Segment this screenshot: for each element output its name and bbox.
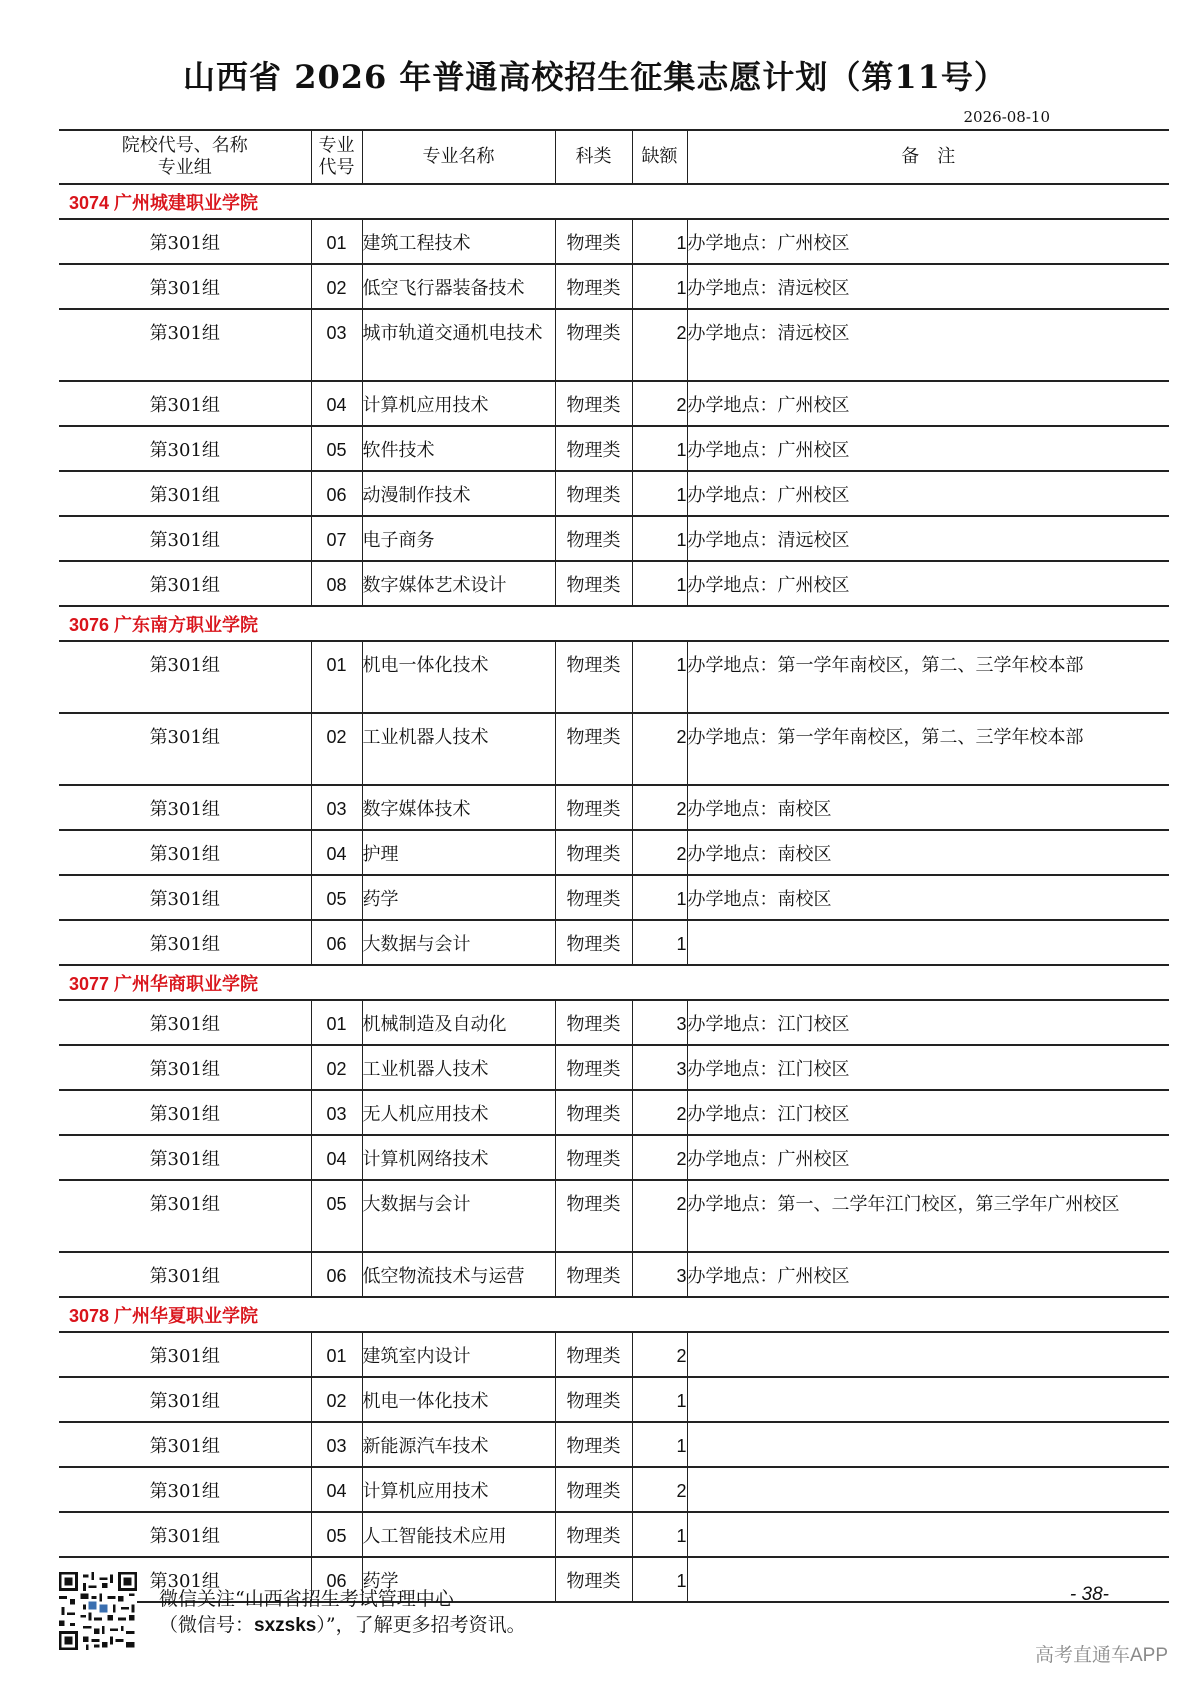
quota-cell: 1 bbox=[632, 1377, 687, 1422]
table-row bbox=[59, 471, 1169, 516]
quota-cell: 3 bbox=[632, 1252, 687, 1297]
category-cell: 物理类 bbox=[555, 1045, 632, 1090]
header-label: 院校代号、名称 专业组 bbox=[121, 135, 248, 178]
table-row bbox=[59, 1332, 1169, 1377]
major-name-cell: 数字媒体艺术设计 bbox=[362, 561, 555, 606]
note-cell: 办学地点：江门校区 bbox=[687, 1000, 1169, 1045]
major-name-cell: 大数据与会计 bbox=[362, 920, 555, 965]
major-name-cell: 无人机应用技术 bbox=[362, 1090, 555, 1135]
header-major-name: 专业名称 bbox=[362, 130, 555, 184]
major-code-cell: 01 bbox=[311, 641, 362, 713]
major-name-cell: 工业机器人技术 bbox=[362, 1045, 555, 1090]
school-heading-row bbox=[59, 965, 1169, 1000]
table-row bbox=[59, 1467, 1169, 1512]
page-number: - 38- bbox=[1069, 1584, 1109, 1605]
major-name-cell: 电子商务 bbox=[362, 516, 555, 561]
header-label: 专业 代号 bbox=[318, 135, 355, 178]
major-code-cell: 01 bbox=[311, 219, 362, 264]
note-cell bbox=[687, 920, 1169, 965]
major-name-cell: 药学 bbox=[362, 875, 555, 920]
major-name-cell: 机电一体化技术 bbox=[362, 641, 555, 713]
major-group-cell: 第301组 bbox=[59, 264, 311, 309]
school-heading: 3076 广东南方职业学院 bbox=[59, 606, 1169, 641]
major-group-cell: 第301组 bbox=[59, 1252, 311, 1297]
major-code-cell: 04 bbox=[311, 381, 362, 426]
major-group-cell: 第301组 bbox=[59, 381, 311, 426]
note-cell: 办学地点：广州校区 bbox=[687, 471, 1169, 516]
quota-cell: 2 bbox=[632, 785, 687, 830]
category-cell: 物理类 bbox=[555, 471, 632, 516]
quota-cell: 1 bbox=[632, 1512, 687, 1557]
category-cell: 物理类 bbox=[555, 1000, 632, 1045]
major-group-cell: 第301组 bbox=[59, 426, 311, 471]
note-cell: 办学地点：广州校区 bbox=[687, 426, 1169, 471]
major-name-cell: 低空飞行器装备技术 bbox=[362, 264, 555, 309]
major-code-cell: 07 bbox=[311, 516, 362, 561]
header-school bbox=[59, 130, 311, 184]
note-cell: 办学地点：南校区 bbox=[687, 875, 1169, 920]
quota-cell: 1 bbox=[632, 641, 687, 713]
category-cell: 物理类 bbox=[555, 1090, 632, 1135]
note-cell: 办学地点：第一学年南校区，第二、三学年校本部 bbox=[687, 713, 1169, 785]
category-cell: 物理类 bbox=[555, 1135, 632, 1180]
school-heading-row bbox=[59, 606, 1169, 641]
quota-cell: 2 bbox=[632, 1467, 687, 1512]
major-code-cell: 03 bbox=[311, 1422, 362, 1467]
header-quota: 缺额 bbox=[632, 130, 687, 184]
major-code-cell: 04 bbox=[311, 1135, 362, 1180]
note-cell: 办学地点：广州校区 bbox=[687, 1135, 1169, 1180]
table-row bbox=[59, 309, 1169, 381]
major-group-cell: 第301组 bbox=[59, 830, 311, 875]
major-group-cell: 第301组 bbox=[59, 875, 311, 920]
category-cell: 物理类 bbox=[555, 785, 632, 830]
category-cell: 物理类 bbox=[555, 1467, 632, 1512]
table-row bbox=[59, 1377, 1169, 1422]
header-major-code bbox=[311, 130, 362, 184]
major-group-cell: 第301组 bbox=[59, 1045, 311, 1090]
major-code-cell: 08 bbox=[311, 561, 362, 606]
major-name-cell: 低空物流技术与运营 bbox=[362, 1252, 555, 1297]
table-row bbox=[59, 785, 1169, 830]
category-cell: 物理类 bbox=[555, 641, 632, 713]
table-row bbox=[59, 1000, 1169, 1045]
quota-cell: 2 bbox=[632, 713, 687, 785]
table-row bbox=[59, 1135, 1169, 1180]
major-group-cell: 第301组 bbox=[59, 1180, 311, 1252]
major-group-cell: 第301组 bbox=[59, 561, 311, 606]
major-group-cell: 第301组 bbox=[59, 1000, 311, 1045]
category-cell: 物理类 bbox=[555, 381, 632, 426]
note-cell: 办学地点：清远校区 bbox=[687, 264, 1169, 309]
table-row bbox=[59, 219, 1169, 264]
major-group-cell: 第301组 bbox=[59, 1332, 311, 1377]
quota-cell: 1 bbox=[632, 516, 687, 561]
quota-cell: 1 bbox=[632, 920, 687, 965]
major-code-cell: 01 bbox=[311, 1000, 362, 1045]
major-code-cell: 05 bbox=[311, 1512, 362, 1557]
major-code-cell: 05 bbox=[311, 1180, 362, 1252]
table-row bbox=[59, 830, 1169, 875]
school-heading: 3074 广州城建职业学院 bbox=[59, 184, 1169, 219]
note-cell bbox=[687, 1377, 1169, 1422]
major-group-cell: 第301组 bbox=[59, 785, 311, 830]
category-cell: 物理类 bbox=[555, 1557, 632, 1602]
major-code-cell: 05 bbox=[311, 875, 362, 920]
note-cell bbox=[687, 1467, 1169, 1512]
note-cell: 办学地点：南校区 bbox=[687, 785, 1169, 830]
major-group-cell: 第301组 bbox=[59, 1467, 311, 1512]
quota-cell: 1 bbox=[632, 219, 687, 264]
quota-cell: 3 bbox=[632, 1000, 687, 1045]
note-cell bbox=[687, 1512, 1169, 1557]
quota-cell: 2 bbox=[632, 1180, 687, 1252]
quota-cell: 1 bbox=[632, 471, 687, 516]
major-group-cell: 第301组 bbox=[59, 471, 311, 516]
category-cell: 物理类 bbox=[555, 1252, 632, 1297]
major-group-cell: 第301组 bbox=[59, 713, 311, 785]
category-cell: 物理类 bbox=[555, 309, 632, 381]
major-name-cell: 数字媒体技术 bbox=[362, 785, 555, 830]
wechat-id-prefix: （微信号： bbox=[159, 1614, 255, 1636]
wechat-id: sxzsks bbox=[254, 1615, 317, 1636]
major-group-cell: 第301组 bbox=[59, 309, 311, 381]
table-row bbox=[59, 1512, 1169, 1557]
major-group-cell: 第301组 bbox=[59, 1557, 311, 1602]
major-name-cell: 动漫制作技术 bbox=[362, 471, 555, 516]
major-code-cell: 06 bbox=[311, 1252, 362, 1297]
major-name-cell: 建筑室内设计 bbox=[362, 1332, 555, 1377]
school-heading: 3078 广州华夏职业学院 bbox=[59, 1297, 1169, 1332]
note-cell: 办学地点：第一、二学年江门校区，第三学年广州校区 bbox=[687, 1180, 1169, 1252]
major-group-cell: 第301组 bbox=[59, 1512, 311, 1557]
quota-cell: 2 bbox=[632, 1090, 687, 1135]
note-cell: 办学地点：广州校区 bbox=[687, 219, 1169, 264]
note-cell: 办学地点：第一学年南校区，第二、三学年校本部 bbox=[687, 641, 1169, 713]
note-cell: 办学地点：清远校区 bbox=[687, 309, 1169, 381]
table-row bbox=[59, 381, 1169, 426]
major-code-cell: 03 bbox=[311, 309, 362, 381]
category-cell: 物理类 bbox=[555, 516, 632, 561]
major-name-cell: 护理 bbox=[362, 830, 555, 875]
major-name-cell: 机械制造及自动化 bbox=[362, 1000, 555, 1045]
category-cell: 物理类 bbox=[555, 1377, 632, 1422]
school-heading: 3077 广州华商职业学院 bbox=[59, 965, 1169, 1000]
major-group-cell: 第301组 bbox=[59, 1090, 311, 1135]
note-cell: 办学地点：广州校区 bbox=[687, 1252, 1169, 1297]
table-header-row bbox=[59, 130, 1169, 184]
quota-cell: 2 bbox=[632, 1332, 687, 1377]
major-code-cell: 01 bbox=[311, 1332, 362, 1377]
table-row bbox=[59, 641, 1169, 713]
table-row bbox=[59, 561, 1169, 606]
major-name-cell: 计算机应用技术 bbox=[362, 381, 555, 426]
wechat-follow-line: 微信关注“山西省招生考试管理中心 bbox=[159, 1588, 454, 1610]
major-code-cell: 06 bbox=[311, 1557, 362, 1602]
school-heading-row bbox=[59, 184, 1169, 219]
major-name-cell: 计算机网络技术 bbox=[362, 1135, 555, 1180]
table-row bbox=[59, 920, 1169, 965]
wechat-id-suffix: ）”，了解更多招考资讯。 bbox=[316, 1614, 526, 1636]
quota-cell: 2 bbox=[632, 381, 687, 426]
quota-cell: 2 bbox=[632, 1135, 687, 1180]
note-cell: 办学地点：南校区 bbox=[687, 830, 1169, 875]
school-heading-row bbox=[59, 1297, 1169, 1332]
major-name-cell: 药学 bbox=[362, 1557, 555, 1602]
table-row bbox=[59, 875, 1169, 920]
note-cell bbox=[687, 1422, 1169, 1467]
category-cell: 物理类 bbox=[555, 1512, 632, 1557]
category-cell: 物理类 bbox=[555, 264, 632, 309]
table-row bbox=[59, 1252, 1169, 1297]
quota-cell: 1 bbox=[632, 426, 687, 471]
major-name-cell: 软件技术 bbox=[362, 426, 555, 471]
footer bbox=[59, 1572, 1169, 1652]
major-code-cell: 02 bbox=[311, 264, 362, 309]
qr-code-icon bbox=[59, 1572, 137, 1650]
header-category: 科类 bbox=[555, 130, 632, 184]
major-name-cell: 计算机应用技术 bbox=[362, 1467, 555, 1512]
quota-cell: 1 bbox=[632, 264, 687, 309]
quota-cell: 2 bbox=[632, 830, 687, 875]
category-cell: 物理类 bbox=[555, 1180, 632, 1252]
major-group-cell: 第301组 bbox=[59, 516, 311, 561]
table-row bbox=[59, 1090, 1169, 1135]
major-name-cell: 人工智能技术应用 bbox=[362, 1512, 555, 1557]
quota-cell: 1 bbox=[632, 561, 687, 606]
major-name-cell: 工业机器人技术 bbox=[362, 713, 555, 785]
note-cell: 办学地点：江门校区 bbox=[687, 1090, 1169, 1135]
page-title: 山西省 2026 年普通高校招生征集志愿计划（第11号） bbox=[183, 58, 1007, 96]
major-group-cell: 第301组 bbox=[59, 641, 311, 713]
major-code-cell: 06 bbox=[311, 471, 362, 516]
category-cell: 物理类 bbox=[555, 1422, 632, 1467]
table-row bbox=[59, 426, 1169, 471]
major-group-cell: 第301组 bbox=[59, 1135, 311, 1180]
note-cell bbox=[687, 1332, 1169, 1377]
table-row bbox=[59, 1045, 1169, 1090]
major-name-cell: 大数据与会计 bbox=[362, 1180, 555, 1252]
major-name-cell: 建筑工程技术 bbox=[362, 219, 555, 264]
major-name-cell: 新能源汽车技术 bbox=[362, 1422, 555, 1467]
table-row bbox=[59, 1180, 1169, 1252]
quota-cell: 1 bbox=[632, 1422, 687, 1467]
major-code-cell: 05 bbox=[311, 426, 362, 471]
category-cell: 物理类 bbox=[555, 713, 632, 785]
quota-cell: 1 bbox=[632, 875, 687, 920]
major-name-cell: 城市轨道交通机电技术 bbox=[362, 309, 555, 381]
major-code-cell: 03 bbox=[311, 1090, 362, 1135]
major-code-cell: 02 bbox=[311, 713, 362, 785]
note-cell: 办学地点：广州校区 bbox=[687, 381, 1169, 426]
header-note: 备 注 bbox=[687, 130, 1169, 184]
major-code-cell: 02 bbox=[311, 1045, 362, 1090]
publish-date: 2026-08-10 bbox=[963, 108, 1050, 126]
category-cell: 物理类 bbox=[555, 875, 632, 920]
table-row bbox=[59, 516, 1169, 561]
table-row bbox=[59, 1422, 1169, 1467]
quota-cell: 3 bbox=[632, 1045, 687, 1090]
major-group-cell: 第301组 bbox=[59, 1377, 311, 1422]
major-code-cell: 06 bbox=[311, 920, 362, 965]
quota-cell: 1 bbox=[632, 1557, 687, 1602]
admission-plan-table bbox=[59, 129, 1169, 1603]
category-cell: 物理类 bbox=[555, 920, 632, 965]
note-cell: 办学地点：广州校区 bbox=[687, 561, 1169, 606]
major-code-cell: 02 bbox=[311, 1377, 362, 1422]
app-watermark: 高考直通车APP bbox=[1034, 1645, 1168, 1666]
major-code-cell: 03 bbox=[311, 785, 362, 830]
category-cell: 物理类 bbox=[555, 219, 632, 264]
category-cell: 物理类 bbox=[555, 426, 632, 471]
quota-cell: 2 bbox=[632, 309, 687, 381]
major-code-cell: 04 bbox=[311, 830, 362, 875]
major-code-cell: 04 bbox=[311, 1467, 362, 1512]
table-body bbox=[59, 184, 1169, 1602]
table-row bbox=[59, 264, 1169, 309]
major-group-cell: 第301组 bbox=[59, 920, 311, 965]
major-group-cell: 第301组 bbox=[59, 219, 311, 264]
note-cell: 办学地点：清远校区 bbox=[687, 516, 1169, 561]
category-cell: 物理类 bbox=[555, 561, 632, 606]
major-group-cell: 第301组 bbox=[59, 1422, 311, 1467]
major-name-cell: 机电一体化技术 bbox=[362, 1377, 555, 1422]
note-cell: 办学地点：江门校区 bbox=[687, 1045, 1169, 1090]
table-row bbox=[59, 713, 1169, 785]
category-cell: 物理类 bbox=[555, 830, 632, 875]
wechat-id-line bbox=[159, 1610, 526, 1637]
category-cell: 物理类 bbox=[555, 1332, 632, 1377]
